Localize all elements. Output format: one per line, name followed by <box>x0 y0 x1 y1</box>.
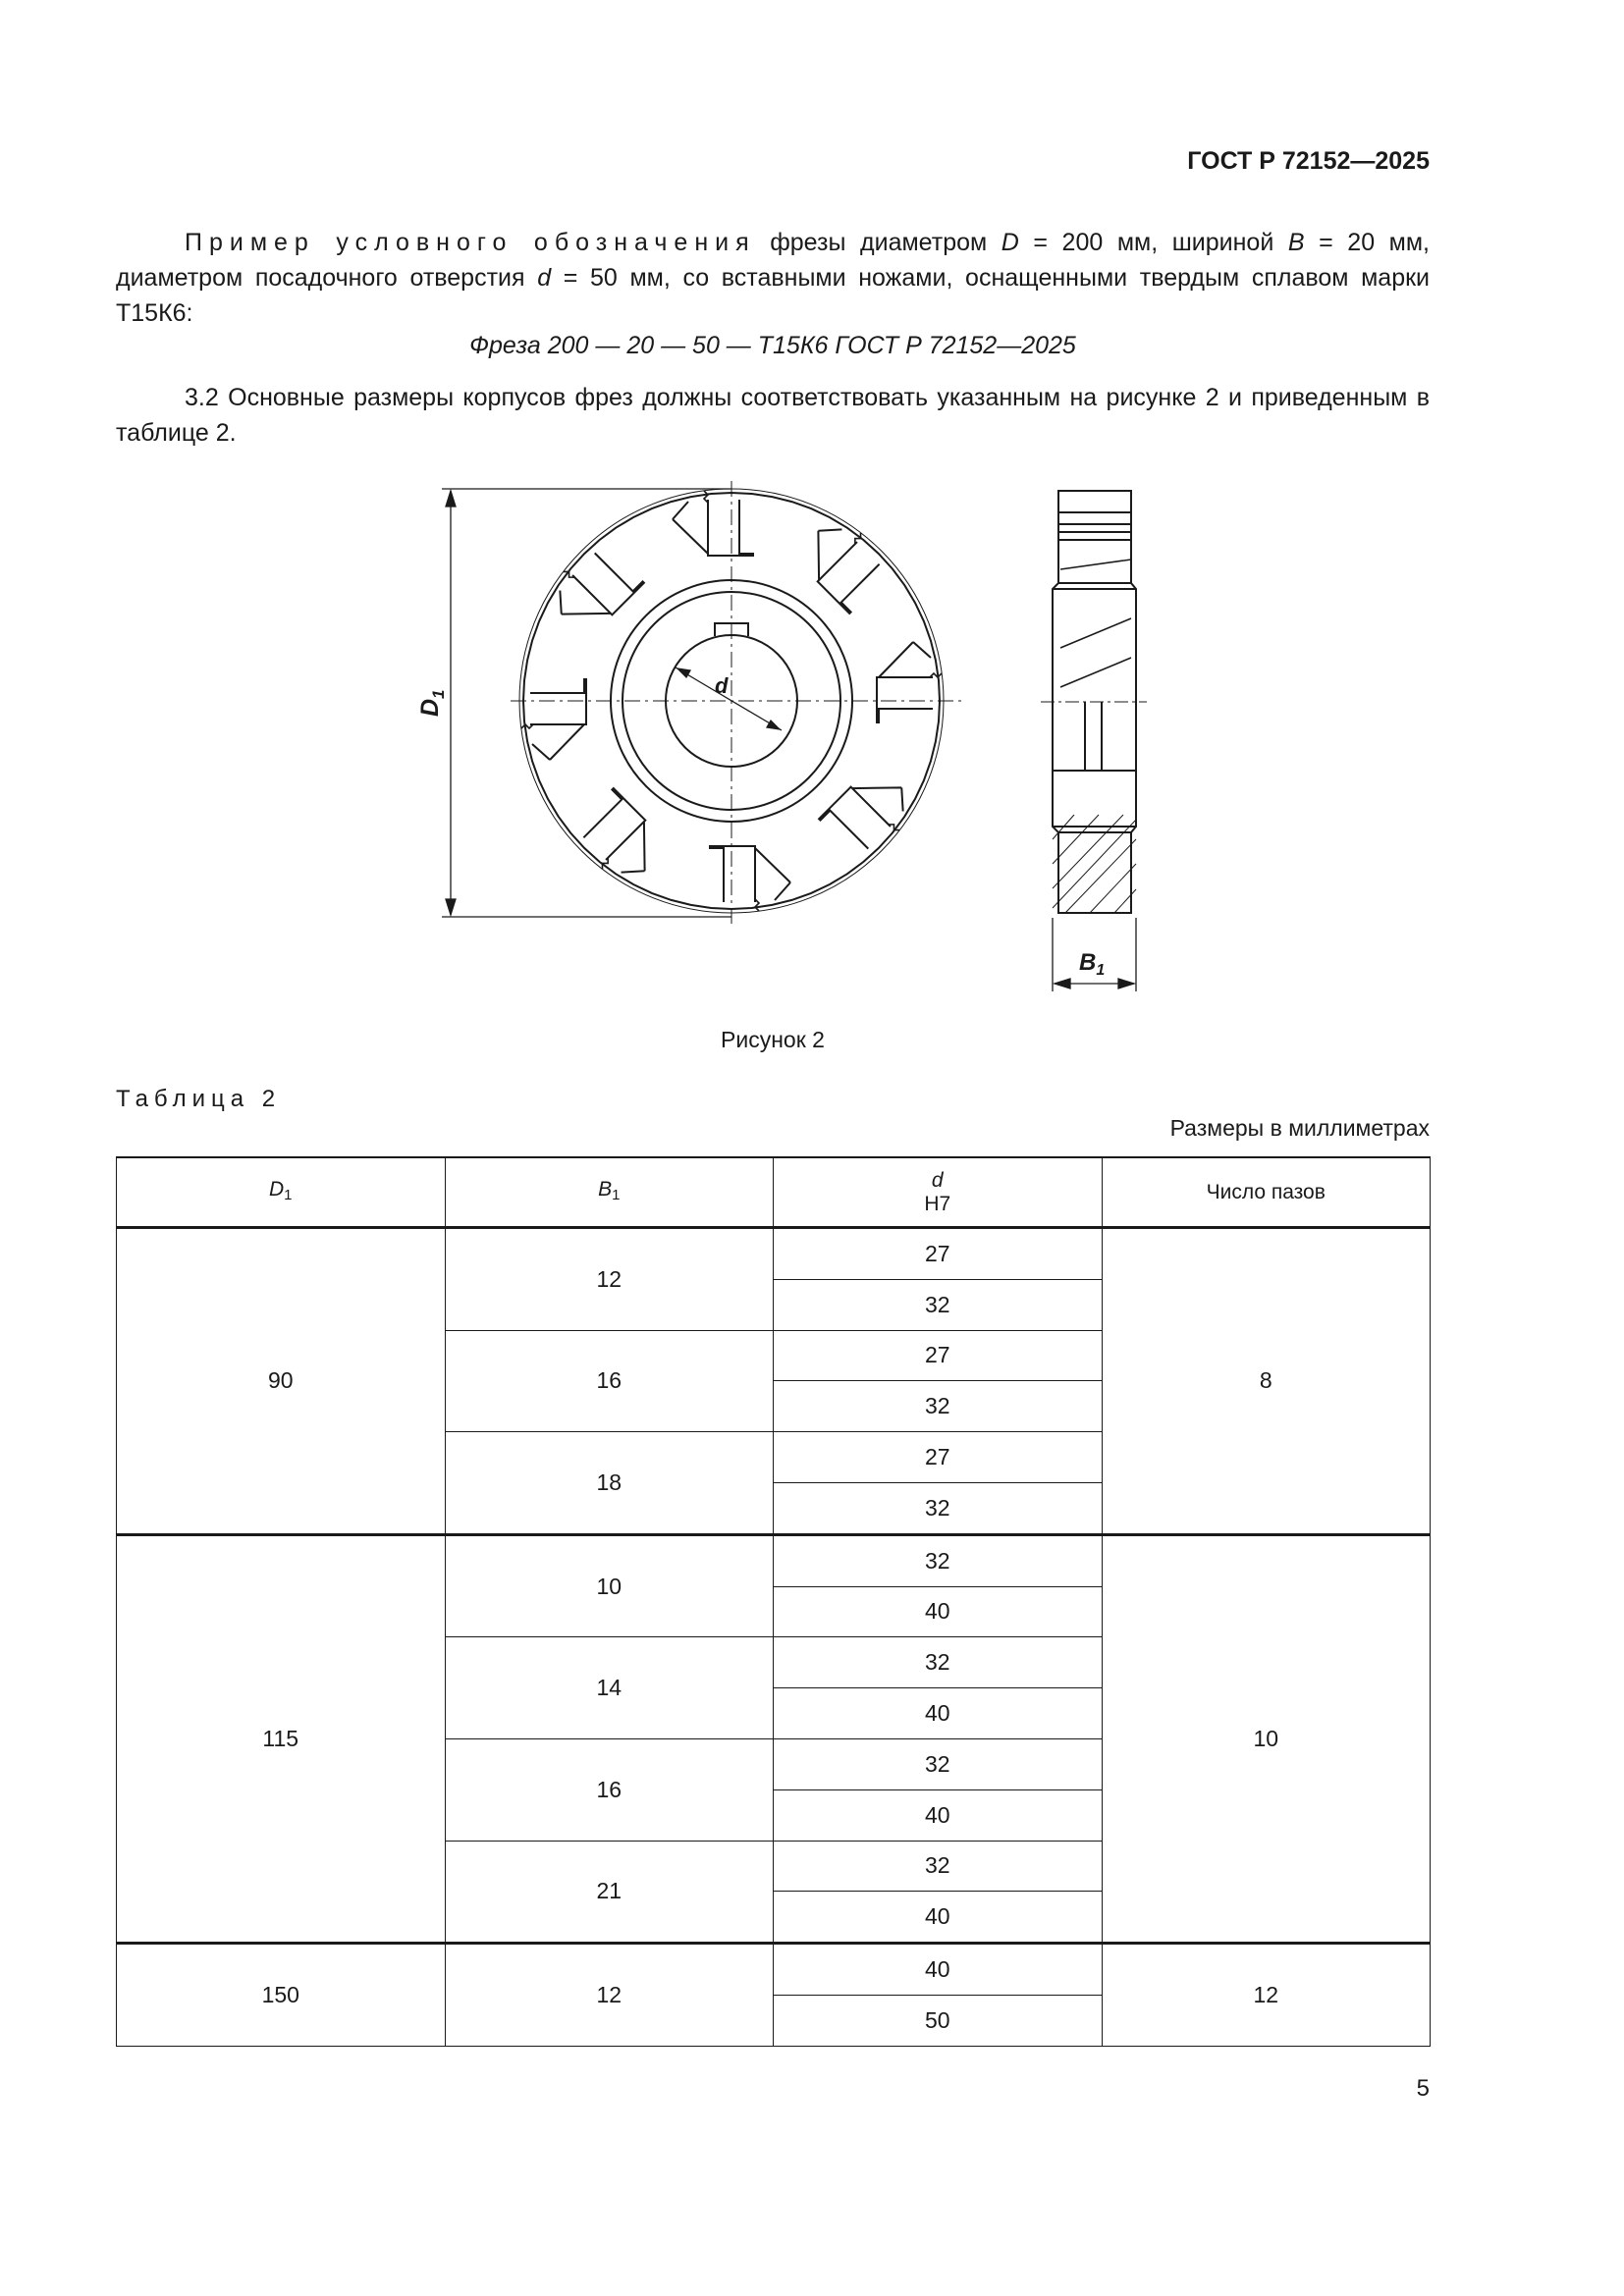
cell-b1: 21 <box>445 1841 774 1944</box>
cell-b1: 10 <box>445 1534 774 1637</box>
label-d: d <box>715 673 729 698</box>
cell-d: 27 <box>774 1330 1103 1381</box>
table-header-row <box>117 1157 1431 1228</box>
cell-d1: 90 <box>117 1228 446 1535</box>
figure-caption: Рисунок 2 <box>721 1027 825 1052</box>
example-designation: Фреза 200 — 20 — 50 — Т15К6 ГОСТ Р 72152—2025 <box>469 332 1076 359</box>
dimensions-table <box>116 1156 1431 2047</box>
side-view <box>1041 491 1147 913</box>
cell-d: 27 <box>774 1432 1103 1483</box>
header-b1: $B_1$ <box>445 1157 774 1228</box>
table-row <box>117 1944 1431 1996</box>
text-run: = 50 мм, со вставными ножами, оснащенными твердым сплавом марки Т15К6: <box>116 264 1431 327</box>
figure-2-drawing <box>0 0 1624 1021</box>
cell-d: 40 <box>774 1586 1103 1637</box>
cell-d: 32 <box>774 1637 1103 1688</box>
header-d1: $D_1$ <box>117 1157 446 1228</box>
table-body <box>117 1228 1431 2047</box>
table-row <box>117 1534 1431 1586</box>
cell-d1: 150 <box>117 1944 446 2047</box>
cell-slots: 8 <box>1102 1228 1431 1535</box>
cell-d: 32 <box>774 1738 1103 1789</box>
text-run: фрезы диаметром <box>755 229 1001 256</box>
front-view <box>511 481 962 928</box>
cell-d: 50 <box>774 1995 1103 2046</box>
cell-d: 27 <box>774 1228 1103 1280</box>
cell-d: 32 <box>774 1381 1103 1432</box>
var-b: B <box>1287 229 1305 256</box>
page-number: 5 <box>1416 2075 1430 2102</box>
cell-d: 32 <box>774 1482 1103 1534</box>
header-d: d H7 <box>774 1157 1103 1228</box>
document-header: ГОСТ Р 72152—2025 <box>1187 147 1430 175</box>
cell-d: 32 <box>774 1534 1103 1586</box>
cell-b1: 12 <box>445 1228 774 1331</box>
cell-slots: 10 <box>1102 1534 1431 1943</box>
dimension-d <box>676 667 782 730</box>
var-d: d <box>537 264 552 292</box>
header-slots: Число пазов <box>1102 1157 1431 1228</box>
table-label: Таблица 2 <box>116 1086 282 1112</box>
cell-b1: 18 <box>445 1432 774 1535</box>
section-3-2-paragraph: 3.2 Основные размеры корпусов фрез должны соответствовать указанным на рисунке 2 и приведенным в таблице 2. <box>116 384 1430 447</box>
cell-slots: 12 <box>1102 1944 1431 2047</box>
cell-d: 40 <box>774 1789 1103 1841</box>
cell-d: 32 <box>774 1841 1103 1892</box>
spaced-lead: Пример условного обозначения <box>185 229 756 256</box>
text-run: = 20 мм, диаметром посадочного отверстия <box>116 229 1430 292</box>
cell-b1: 12 <box>445 1944 774 2047</box>
cell-d: 40 <box>774 1688 1103 1739</box>
label-d1: $D_1$ <box>416 689 448 717</box>
cell-d: 40 <box>774 1892 1103 1944</box>
text-run: = 200 мм, шириной <box>1018 229 1288 256</box>
tooth-slot <box>877 642 942 722</box>
tooth-slot <box>710 846 790 911</box>
cell-b1: 14 <box>445 1637 774 1739</box>
cell-b1: 16 <box>445 1738 774 1841</box>
cell-b1: 16 <box>445 1330 774 1432</box>
var-d-cap: D <box>1001 229 1019 256</box>
cell-d: 32 <box>774 1279 1103 1330</box>
label-b1: $B_1$ <box>1079 949 1106 979</box>
table-row <box>117 1228 1431 1280</box>
cell-d: 40 <box>774 1944 1103 1996</box>
table-units: Размеры в миллиметрах <box>1169 1115 1430 1141</box>
tooth-slot <box>521 679 586 760</box>
tooth-slot <box>673 491 753 556</box>
cell-d1: 115 <box>117 1534 446 1943</box>
